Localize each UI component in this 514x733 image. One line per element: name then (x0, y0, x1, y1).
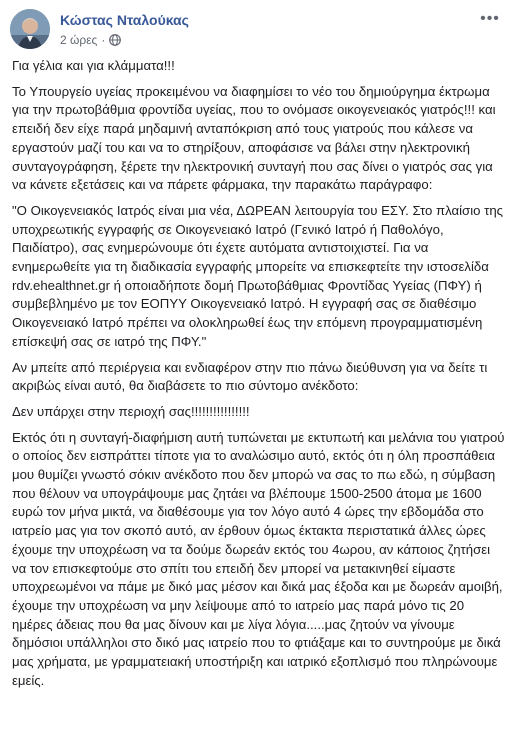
author-name[interactable]: Κώστας Νταλούκας (60, 12, 189, 28)
more-dots-icon[interactable]: ••• (480, 10, 500, 27)
post-paragraph: Το Υπουργείο υγείας προκειμένου να διαφημίσει το νέο του δημιούργημα έκτρωμα για την πρωτοβάθμια φροντίδα υγείας, που το ονόμασε οικογενειακός γιατρός!!! και επειδή δεν είχε παρά μηδαμινή ανταπόκριση από τους γιατρούς που κάλεσε να εργαστούν μαζί του και να το στηρίξουν, αποφάσισε να βάλει στην ηλεκτρονική συνταγογράφηση, ξέρετε την ηλεκτρονική συνταγή που σας δίνει ο γιατρός σας για να κάνετε εξετάσεις και να πάρετε φάρμακα, την παρακάτω παράγραφο: (12, 83, 496, 193)
post-body (12, 57, 506, 698)
post-meta (60, 33, 121, 47)
avatar-image (10, 9, 50, 49)
avatar[interactable] (10, 9, 50, 49)
post-paragraph: "Ο Οικογενειακός Ιατρός είναι μια νέα, ΔΩΡΕΑΝ λειτουργία του ΕΣΥ. Στο πλαίσιο της υποχρεωτικής εγγραφής σε Οικογενειακό Ιατρό (Γενικό Ιατρό ή Παθολόγο, Παιδίατρο), σας ενημερώνουμε ότι έχετε αυτόματα αντιστοιχιστεί. Για να ενημερωθείτε για τη διαδικασία εγγραφής μπορείτε να επισκεφτείτε την ιστοσελίδα rdv.ehealthnet.gr ή οποιαδήποτε δομή Πρωτοβάθμιας Φροντίδας Υγείας (ΠΦΥ) ή συμβεβλημένο με τον ΕΟΠΥΥ Οικογενειακό Ιατρό. Η εγγραφή σας σε διαθέσιμο Οικογενειακό Ιατρό πρέπει να ολοκληρωθεί έως την επόμενη προγραμματισμένη επίσκεψή σας σε ιατρό της ΠΦΥ." (12, 202, 504, 349)
post-paragraph: Δεν υπάρχει στην περιοχή σας!!!!!!!!!!!!!!!! (12, 403, 250, 419)
globe-icon[interactable] (109, 34, 121, 46)
post-timestamp[interactable]: 2 ώρες (60, 33, 98, 47)
post-paragraph: Αν μπείτε από περιέργεια και ενδιαφέρον στην πιο πάνω διεύθυνση για να δείτε τι ακριβώς είναι αυτό, θα διαβάσετε το πιο σύντομο ανέκδοτο: (12, 359, 488, 394)
meta-separator: · (101, 33, 106, 47)
post-header (10, 9, 504, 53)
post-paragraph: Για γέλια και για κλάμματα!!! (12, 58, 175, 73)
post-paragraph: Εκτός ότι η συνταγή-διαφήμιση αυτή τυπώνεται με εκτυπωτή και μελάνια του γιατρού ο οποίος δεν εισπράττει τίποτε για το αναλώσιμο αυτό, εκτός ότι η όλη προσπάθεια μου θυμίζει γνωστό σόκιν ανέκδοτο που δεν μπορώ να σας το πω εδώ, η σύμβαση που θέλουν να υπογράψουμε μας ζητάει να βλέπουμε 1500-2500 άτομα με 1600 ευρώ τον μήνα μικτά, να διαθέσουμε για τον λόγο αυτό 4 ώρες την εβδομάδα στο ιατρείο μας για τον σκοπό αυτό, αν έρθουν όμως έκτακτα περιστατικά άλλες ώρες έχουμε την υποχρέωση να τα δούμε δωρεάν εκτός του 4ωρου, αν κάποιος ζητήσει να τον επισκεφτούμε στο σπίτι του επειδή δεν μπορεί να μετακινηθεί είμαστε υποχρεωμένοι να πάμε με δικό μας μέσον και δικά μας έξοδα και με δωρεάν αμοιβή, έχουμε την υποχρέωση να μην λείψουμε από το ιατρείο μας παρά μόνο τις 20 ημέρες άδειας που θα μας δίνουν και με λίγα λόγια.....μας ζητούν να γίνουμε δημόσιοι υπάλληλοι στο δικό μας ιατρείο που το φτιάξαμε και το συντηρούμε με δικά μας χρήματα, με γραμματειακή υποστήριξη και ιατρικό εξοπλισμό που πληρώνουμε εμείς. (12, 429, 505, 688)
